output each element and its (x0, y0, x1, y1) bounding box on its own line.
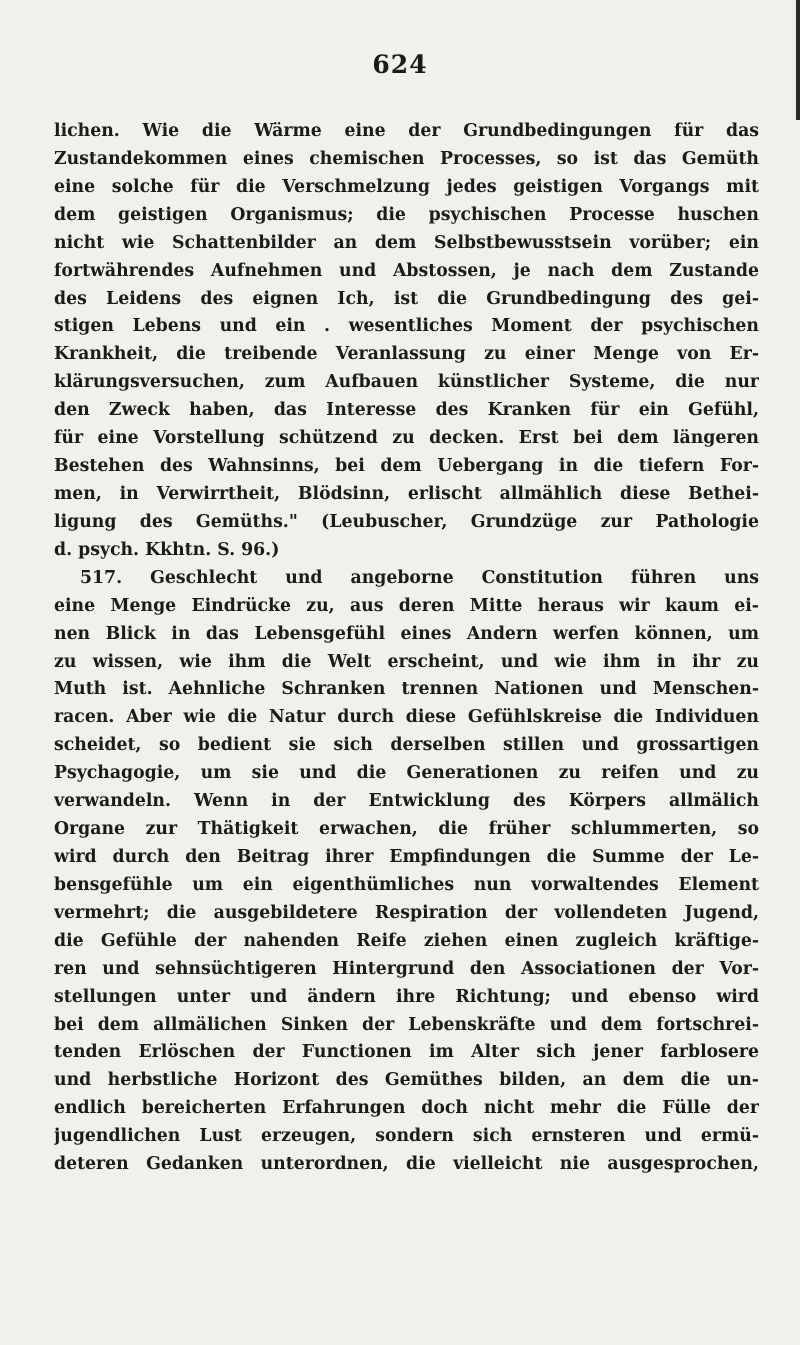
text-line: Organe zur Thätigkeit erwachen, die früher schlummerten, so (54, 819, 759, 840)
text-line: bei dem allmälichen Sinken der Lebenskräfte und dem fortschrei- (54, 1014, 759, 1035)
text-line: ren und sehnsüchtigeren Hintergrund den Associationen der Vor- (54, 958, 759, 979)
text-line: Psychagogie, um sie und die Generationen zu reifen und zu (54, 763, 759, 784)
text-line: Krankheit, die treibende Veranlassung zu einer Menge von Er- (54, 344, 759, 365)
text-line: eine solche für die Verschmelzung jedes geistigen Vorgangs mit (54, 176, 759, 197)
text-line: deteren Gedanken unterordnen, die vielleicht nie ausgesprochen, (54, 1154, 759, 1175)
text-line: des Leidens des eignen Ich, ist die Grundbedingung des gei- (54, 288, 759, 309)
text-line: Zustandekommen eines chemischen Processes, so ist das Gemüth (54, 148, 759, 169)
text-line: men, in Verwirrtheit, Blödsinn, erlischt allmählich diese Bethei- (54, 483, 759, 504)
text-line: dem geistigen Organismus; die psychischen Processe huschen (54, 204, 759, 225)
text-line: stellungen unter und ändern ihre Richtung; und ebenso wird (54, 986, 759, 1007)
text-line: zu wissen, wie ihm die Welt erscheint, und wie ihm in ihr zu (54, 651, 759, 672)
text-line: für eine Vorstellung schützend zu decken. Erst bei dem längeren (54, 428, 759, 449)
text-line: jugendlichen Lust erzeugen, sondern sich ernsteren und ermü- (54, 1126, 759, 1147)
text-line: lichen. Wie die Wärme eine der Grundbedingungen für das (54, 121, 759, 141)
text-line: Bestehen des Wahnsinns, bei dem Uebergang in die tiefern For- (54, 456, 759, 477)
text-line: ligung des Gemüths." (Leubuscher, Grundzüge zur Pathologie (54, 511, 759, 532)
text-line: bensgefühle um ein eigenthümliches nun vorwaltendes Element (54, 874, 759, 895)
text-line: vermehrt; die ausgebildetere Respiration der vollendeten Jugend, (54, 902, 759, 923)
page-number: 624 (372, 50, 428, 79)
text-line: 517. Geschlecht und angeborne Constitution führen uns (80, 567, 759, 588)
text-line: endlich bereicherten Erfahrungen doch nicht mehr die Fülle der (54, 1098, 759, 1119)
text-line: scheidet, so bedient sie sich derselben stillen und grossartigen (54, 735, 759, 756)
text-line: racen. Aber wie die Natur durch diese Gefühlskreise die Individuen (54, 707, 759, 728)
text-line: d. psych. Kkhtn. S. 96.) (54, 539, 280, 560)
text-line: fortwährendes Aufnehmen und Abstossen, je nach dem Zustande (54, 260, 759, 281)
text-line: Muth ist. Aehnliche Schranken trennen Nationen und Menschen- (54, 679, 759, 700)
text-line: klärungsversuchen, zum Aufbauen künstlicher Systeme, die nur (54, 372, 759, 393)
text-line: stigen Lebens und ein . wesentliches Moment der psychischen (54, 316, 759, 337)
text-line: und herbstliche Horizont des Gemüthes bilden, an dem die un- (54, 1070, 759, 1091)
text-line: nen Blick in das Lebensgefühl eines Andern werfen können, um (54, 623, 759, 644)
text-line: die Gefühle der nahenden Reife ziehen einen zugleich kräftige- (54, 930, 759, 951)
text-line: den Zweck haben, das Interesse des Kranken für ein Gefühl, (54, 400, 759, 421)
text-line: tenden Erlöschen der Functionen im Alter sich jener farblosere (54, 1042, 759, 1063)
text-line: eine Menge Eindrücke zu, aus deren Mitte heraus wir kaum ei- (54, 595, 759, 616)
text-line: nicht wie Schattenbilder an dem Selbstbewusstsein vorüber; ein (54, 232, 759, 253)
text-line: verwandeln. Wenn in der Entwicklung des Körpers allmälich (54, 791, 759, 812)
body-text (54, 118, 759, 1179)
text-line: wird durch den Beitrag ihrer Empfindungen die Summe der Le- (54, 846, 759, 867)
